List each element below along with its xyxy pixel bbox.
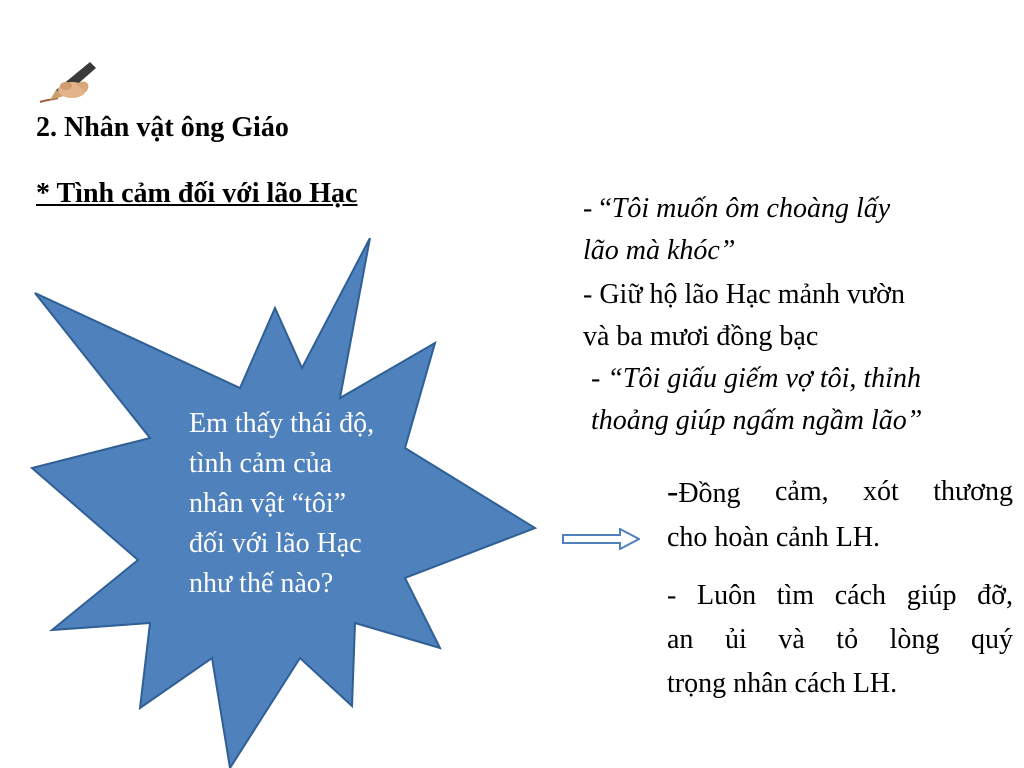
section-heading: 2. Nhân vật ông Giáo xyxy=(36,112,289,143)
conclusion-text: cho hoàn cảnh LH. xyxy=(667,522,881,553)
quote-prefix: - “ xyxy=(583,193,612,224)
starburst-line: như thế nào? xyxy=(189,568,334,599)
starburst-line: đối với lão Hạc xyxy=(189,528,362,559)
quote-text: và ba mươi đồng bạc xyxy=(583,321,819,352)
conclusion-word: xót xyxy=(863,476,899,507)
conclusion-word: ủi xyxy=(724,624,747,655)
conclusion-help xyxy=(667,574,1013,706)
conclusion-word: cảm, xyxy=(774,476,829,507)
right-arrow-icon xyxy=(562,528,640,550)
quote-text: - “Tôi giấu giếm vợ tôi, thỉnh xyxy=(591,363,921,394)
starburst-question-text xyxy=(189,404,429,604)
starburst-line: tình cảm của xyxy=(189,448,333,479)
conclusion-word: giúp xyxy=(906,580,957,611)
conclusion-text: trọng nhân cách LH. xyxy=(667,668,898,699)
sub-heading: * Tình cảm đối với lão Hạc xyxy=(36,178,358,209)
conclusion-word: thương xyxy=(933,476,1013,507)
quote-embrace xyxy=(583,188,1003,272)
quote-text: - Giữ hộ lão Hạc mảnh vườn xyxy=(583,279,905,310)
conclusion-word: đỡ, xyxy=(977,580,1013,611)
starburst-line: Em thấy thái độ, xyxy=(189,408,375,439)
quote-text: Tôi muốn ôm choàng lấy xyxy=(611,193,891,224)
conclusion-word: tỏ xyxy=(836,624,859,655)
conclusion-sympathy xyxy=(667,470,1013,560)
conclusion-word: quý xyxy=(970,624,1013,655)
conclusion-word: an xyxy=(667,624,694,655)
starburst-line: nhân vật “tôi” xyxy=(189,488,347,519)
conclusion-dash: - xyxy=(667,473,679,510)
conclusion-word: cách xyxy=(834,580,887,611)
pen-writing-icon xyxy=(36,56,98,106)
quote-text: thoảng giúp ngấm ngầm lão” xyxy=(591,405,923,436)
conclusion-word: Đồng xyxy=(678,478,741,509)
conclusion-word: - xyxy=(667,580,677,611)
conclusion-word: tìm xyxy=(776,580,815,611)
quote-secret-help xyxy=(591,358,1011,442)
conclusion-word: và xyxy=(778,624,805,655)
conclusion-word: lòng xyxy=(889,624,940,655)
conclusion-word: Luôn xyxy=(696,580,757,611)
quote-garden xyxy=(583,274,1003,358)
quote-text: lão mà khóc” xyxy=(583,235,736,266)
